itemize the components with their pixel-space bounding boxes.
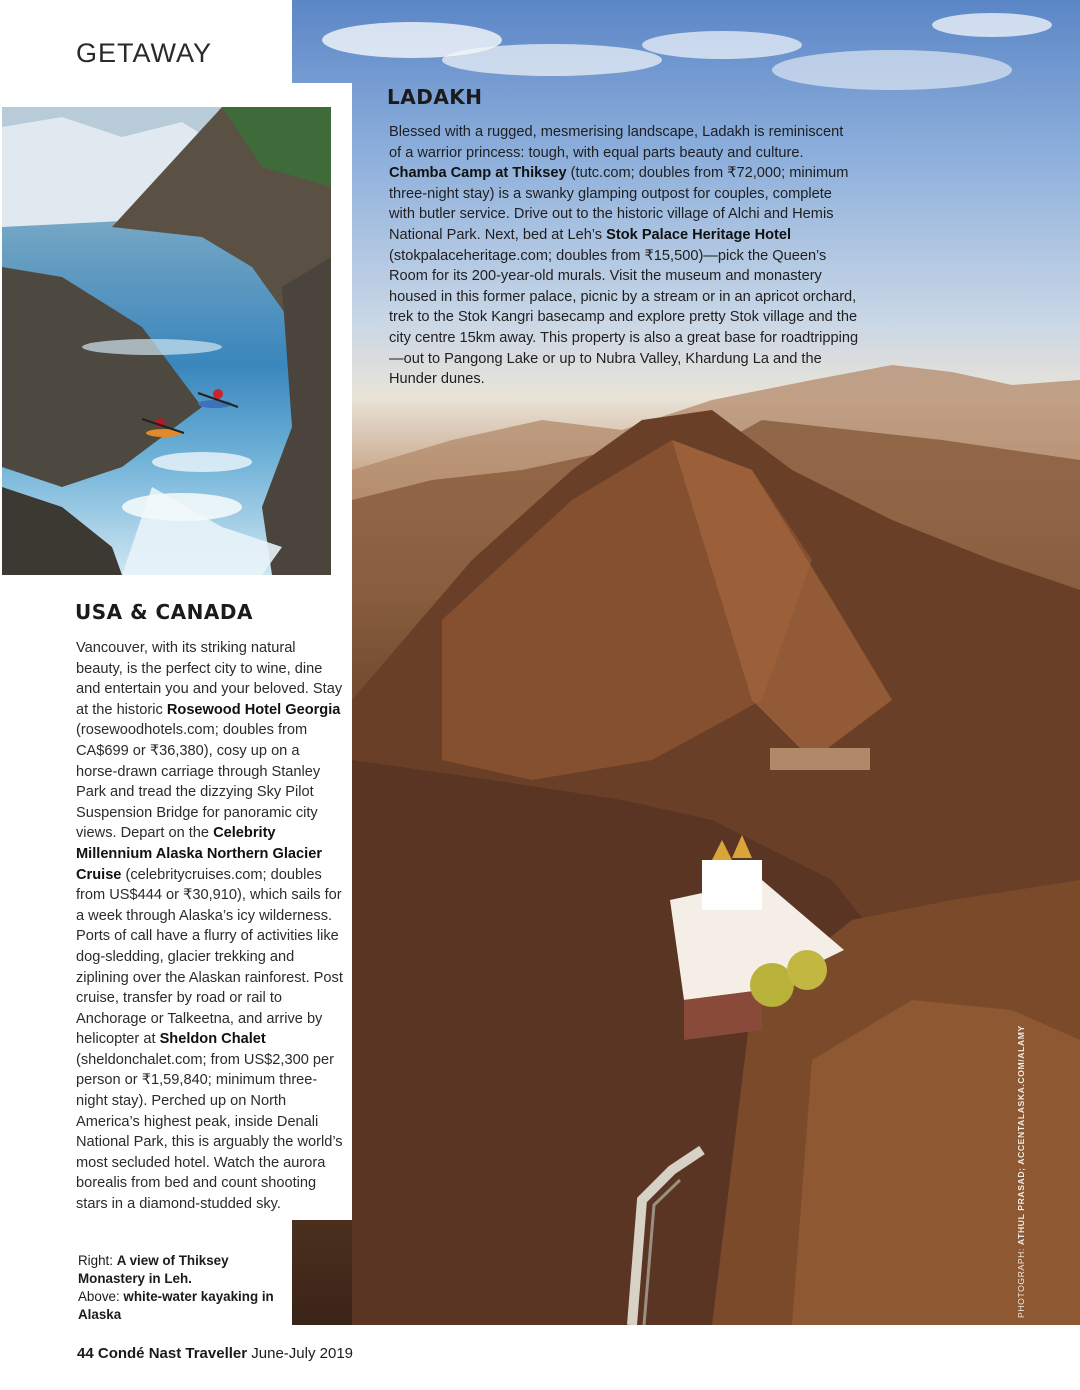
ladakh-heading: LADAKH bbox=[387, 85, 483, 109]
ladakh-article-text bbox=[389, 122, 859, 390]
ladakh-text-run: Blessed with a rugged, mesmerising landscape, Ladakh is reminiscent of a warrior princess: tough, with equal parts beauty and culture. bbox=[389, 124, 844, 161]
credit-names: ATHUL PRASAD; ACCENTALASKA.COM/ALAMY bbox=[1016, 1025, 1026, 1246]
page-footer bbox=[77, 1345, 353, 1362]
ladakh-text-run: (tutc.com; doubles from ₹72,000; minimum three-night stay) is a swanky glamping outpost for couples, complete with butler service. Drive out to the historic village of Alchi and Hemis National Park. Next, bed at Leh’s bbox=[389, 165, 849, 243]
usa-highlight: Sheldon Chalet bbox=[159, 1031, 266, 1048]
usa-text-run: (rosewoodhotels.com; doubles from CA$699 or ₹36,380), cosy up on a horse-drawn carriage through Stanley Park and tread the dizzying Sky Pilot Suspension Bridge for panoramic city views. Depart on the bbox=[76, 722, 321, 842]
ladakh-highlight: Chamba Camp at Thiksey bbox=[389, 165, 567, 182]
usa-canada-article-text bbox=[76, 638, 344, 1215]
usa-canada-heading: USA & CANADA bbox=[75, 600, 253, 624]
issue-date: June-July 2019 bbox=[251, 1345, 353, 1362]
magazine-name-suffix: Traveller bbox=[185, 1345, 248, 1362]
section-label: GETAWAY bbox=[76, 38, 213, 68]
credit-prefix: PHOTOGRAPH: bbox=[1016, 1245, 1026, 1318]
glacier-river-illustration bbox=[2, 107, 331, 575]
usa-highlight: Celebrity Millennium Alaska Northern Glacier Cruise bbox=[76, 825, 322, 883]
usa-text-run: (sheldonchalet.com; from US$2,300 per person or ₹1,59,840; minimum three-night stay). Perched up on North America’s highest peak, inside Denali National Park, this is arguably the world’s most secluded hotel. Watch the aurora borealis from bed and count shooting stars in a diamond-studded sky. bbox=[76, 1051, 343, 1213]
caption-above-text: white-water kayaking in Alaska bbox=[78, 1289, 274, 1322]
ladakh-text-run: (stokpalaceheritage.com; doubles from ₹15,500)—pick the Queen’s Room for its 200-year-old murals. Visit the museum and monastery housed in this former palace, picnic by a stream or in an apricot orchard, trek to the Stok Kangri basecamp and explore pretty Stok village and the city centre 15km away. This property is also a great base for roadtripping—out to Pangong Lake or up to Nubra Valley, Khardung La and the Hunder dunes. bbox=[389, 247, 859, 388]
caption-right-text: A view of Thiksey Monastery in Leh. bbox=[78, 1253, 229, 1286]
ladakh-highlight: Stok Palace Heritage Hotel bbox=[606, 226, 792, 243]
usa-highlight: Rosewood Hotel Georgia bbox=[166, 701, 341, 718]
page-number: 44 bbox=[77, 1345, 94, 1362]
usa-text-run: Vancouver, with its striking natural beauty, is the perfect city to wine, dine and entertain you and your beloved. Stay at the historic bbox=[76, 640, 343, 718]
photo-credit bbox=[1016, 1025, 1026, 1318]
photo-caption bbox=[78, 1252, 278, 1324]
caption-right-prefix: Right: bbox=[78, 1253, 117, 1268]
caption-above-prefix: Above: bbox=[78, 1289, 124, 1304]
magazine-name: Condé Nast bbox=[97, 1345, 182, 1362]
usa-text-run: (celebritycruises.com; doubles from US$444 or ₹30,910), which sails for a week through Alaska’s icy wilderness. Ports of call have a flurry of activities like dog-sledding, glacier trekking and ziplining over the Alaskan rainforest. Post cruise, transfer by road or rail to Anchorage or Talkeetna, and arrive by helicopter at bbox=[76, 866, 343, 1048]
kayaking-photo bbox=[2, 107, 331, 575]
